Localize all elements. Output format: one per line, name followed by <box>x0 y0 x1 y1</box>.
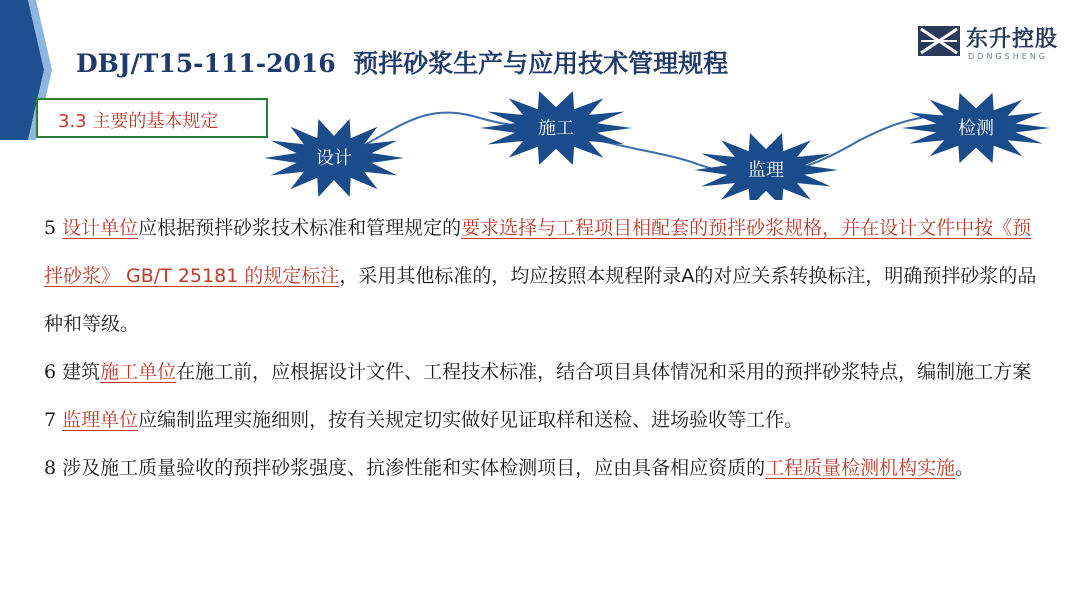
workflow-step-label: 设计 <box>316 148 352 169</box>
item-text: 施工单位 <box>100 361 177 383</box>
item-number: 8 <box>44 457 57 479</box>
regulation-list <box>44 204 1044 492</box>
item-number: 6 <box>44 361 57 383</box>
item-text: 要求选择与工程项目相配套的预拌砂浆规格，并在设计文件中按《预拌砂浆》 GB/T 25181 的规定标注 <box>44 217 1032 287</box>
item-text: 。 <box>955 457 975 479</box>
item-number: 7 <box>44 409 57 431</box>
item-number: 5 <box>44 217 57 239</box>
item-text: 应根据预拌砂浆技术标准和管理规定的 <box>138 217 462 239</box>
regulation-item-6 <box>44 348 1044 396</box>
workflow-step-label: 施工 <box>538 118 574 139</box>
item-text: 涉及施工质量验收的预拌砂浆强度、抗渗性能和实体检测项目，应由具备相应资质的 <box>62 457 766 479</box>
item-text: 在施工前，应根据设计文件、工程技术标准，结合项目具体情况和采用的预拌砂浆特点，编制施工方案 <box>176 361 1032 383</box>
regulation-item-5 <box>44 204 1044 348</box>
standard-code: DBJ/T15-111-2016 <box>76 49 336 78</box>
item-text: 建筑 <box>62 361 101 383</box>
logo-name-cn: 东升控股 <box>966 27 1059 52</box>
regulation-item-8 <box>44 444 1044 492</box>
item-text: 设计单位 <box>62 217 139 239</box>
regulation-item-7 <box>44 396 1044 444</box>
item-text: 监理单位 <box>62 409 139 431</box>
standard-title: 预拌砂浆生产与应用技术管理规程 <box>353 49 729 78</box>
item-text: 应编制监理实施细则，按有关规定切实做好见证取样和送检、进场验收等工作。 <box>138 409 804 431</box>
workflow-step-label: 监理 <box>748 160 784 181</box>
item-text: 工程质量检测机构实施 <box>765 457 956 479</box>
workflow-curve <box>335 113 980 176</box>
workflow-step-label: 检测 <box>958 118 994 139</box>
item-text: ，采用其他标准的，均应按照本规程附录A的对应关系转换标注，明确预拌砂浆的品种和等级。 <box>44 265 1037 335</box>
logo-name-en: DONGSHENG <box>968 52 1048 61</box>
section-label-box <box>36 98 268 138</box>
section-label: 3.3 主要的基本规定 <box>58 111 219 132</box>
